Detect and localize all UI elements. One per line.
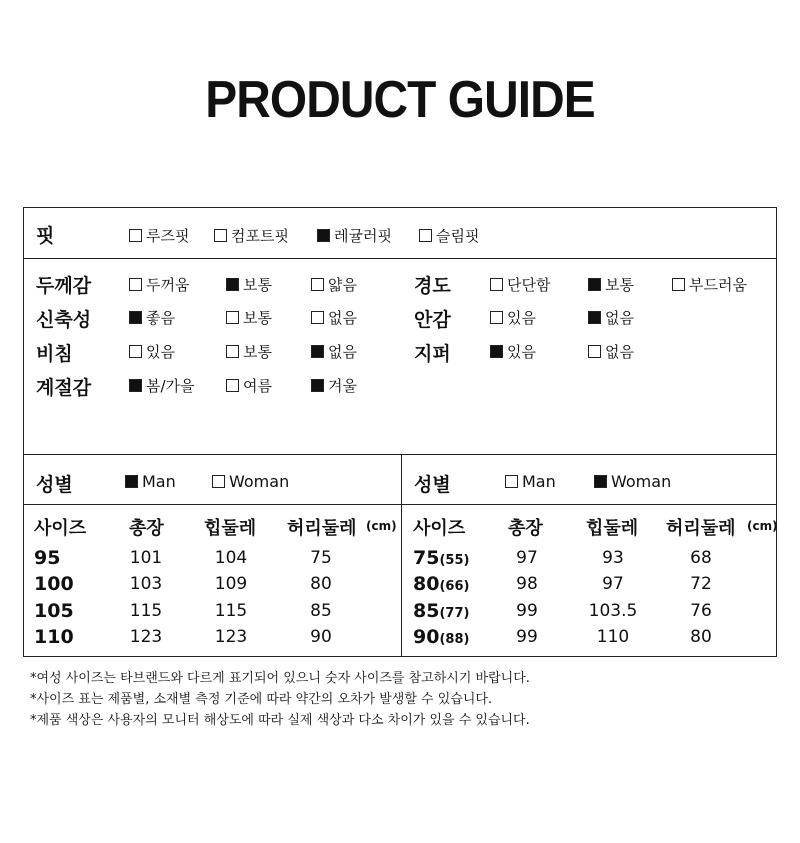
- checkbox-icon: [226, 311, 239, 324]
- sheer-option[interactable]: 보통: [226, 341, 272, 362]
- checkbox-checked-icon: [125, 475, 138, 488]
- checkbox-icon: [129, 278, 142, 291]
- table-cell: 90: [310, 627, 332, 647]
- checkbox-icon: [588, 345, 601, 358]
- divider: [24, 504, 776, 505]
- checkbox-icon: [129, 345, 142, 358]
- checkbox-icon: [311, 278, 324, 291]
- sheer-option[interactable]: 없음: [311, 341, 357, 362]
- season-option[interactable]: 여름: [226, 375, 272, 396]
- checkbox-checked-icon: [588, 278, 601, 291]
- waist-header: 허리둘레: [287, 518, 357, 539]
- table-cell: 115: [214, 601, 248, 621]
- thickness-option[interactable]: 두꺼움: [129, 274, 189, 295]
- season-label: 계절감: [36, 377, 92, 399]
- checkbox-icon: [212, 475, 225, 488]
- hardness-label: 경도: [414, 275, 451, 297]
- hardness-option[interactable]: 단단함: [490, 274, 550, 295]
- thickness-label: 두께감: [36, 275, 92, 297]
- table-cell: 75: [310, 548, 332, 568]
- divider: [24, 454, 776, 455]
- hip-header: 힙둘레: [204, 518, 257, 539]
- table-cell: 103: [129, 574, 163, 594]
- size-value: 100: [34, 573, 74, 595]
- table-cell: 115: [129, 601, 163, 621]
- table-cell: 104: [214, 548, 248, 568]
- table-cell: 101: [129, 548, 163, 568]
- table-cell: 80: [310, 574, 332, 594]
- unit-label: (cm): [366, 519, 397, 533]
- checkbox-icon: [129, 229, 142, 242]
- sheer-label: 비침: [36, 343, 73, 365]
- lining-option[interactable]: 없음: [588, 307, 634, 328]
- gender-option-woman[interactable]: Woman: [212, 472, 289, 491]
- size-value: 110: [34, 626, 74, 648]
- note-text: *제품 색상은 사용자의 모니터 해상도에 따라 실제 색상과 다소 차이가 있을 수 있습니다.: [30, 713, 530, 728]
- gender-option-man[interactable]: Man: [505, 472, 556, 491]
- checkbox-icon: [226, 379, 239, 392]
- size-value: 105: [34, 600, 74, 622]
- sheer-option[interactable]: 있음: [129, 341, 175, 362]
- size-header: 사이즈: [34, 518, 87, 539]
- thickness-option[interactable]: 보통: [226, 274, 272, 295]
- zipper-label: 지퍼: [414, 343, 451, 365]
- table-cell: 97: [516, 548, 538, 568]
- checkbox-checked-icon: [129, 311, 142, 324]
- stretch-option[interactable]: 없음: [311, 307, 357, 328]
- table-cell: 123: [214, 627, 248, 647]
- hip-header: 힙둘레: [586, 518, 639, 539]
- checkbox-icon: [490, 278, 503, 291]
- checkbox-icon: [672, 278, 685, 291]
- gender-option-woman[interactable]: Woman: [594, 472, 671, 491]
- table-cell: 93: [602, 548, 624, 568]
- checkbox-checked-icon: [588, 311, 601, 324]
- size-value: 75(55): [413, 547, 470, 569]
- fit-option-regular[interactable]: 레귤러핏: [317, 225, 392, 246]
- note-text: *사이즈 표는 제품별, 소재별 측정 기준에 따라 약간의 오차가 발생할 수 있습니다.: [30, 692, 493, 707]
- table-cell: 110: [596, 627, 630, 647]
- hardness-option[interactable]: 보통: [588, 274, 634, 295]
- product-guide-table: [23, 207, 777, 657]
- thickness-option[interactable]: 얇음: [311, 274, 357, 295]
- season-option[interactable]: 겨울: [311, 375, 357, 396]
- size-value: 85(77): [413, 600, 470, 622]
- checkbox-checked-icon: [490, 345, 503, 358]
- unit-label: (cm): [747, 519, 778, 533]
- stretch-label: 신축성: [36, 309, 92, 331]
- checkbox-icon: [214, 229, 227, 242]
- table-cell: 76: [690, 601, 712, 621]
- length-header: 총장: [129, 518, 164, 539]
- checkbox-icon: [311, 311, 324, 324]
- fit-option-slim[interactable]: 슬림핏: [419, 225, 479, 246]
- divider: [401, 454, 402, 657]
- lining-label: 안감: [414, 309, 451, 331]
- table-cell: 72: [690, 574, 712, 594]
- checkbox-icon: [505, 475, 518, 488]
- page-title: PRODUCT GUIDE: [205, 71, 595, 129]
- table-cell: 97: [602, 574, 624, 594]
- checkbox-icon: [490, 311, 503, 324]
- checkbox-checked-icon: [311, 379, 324, 392]
- table-cell: 98: [516, 574, 538, 594]
- divider: [24, 258, 776, 259]
- stretch-option[interactable]: 보통: [226, 307, 272, 328]
- zipper-option[interactable]: 없음: [588, 341, 634, 362]
- table-cell: 123: [129, 627, 163, 647]
- checkbox-checked-icon: [129, 379, 142, 392]
- checkbox-checked-icon: [311, 345, 324, 358]
- zipper-option[interactable]: 있음: [490, 341, 536, 362]
- table-cell: 99: [516, 601, 538, 621]
- hardness-option[interactable]: 부드러움: [672, 274, 747, 295]
- lining-option[interactable]: 있음: [490, 307, 536, 328]
- table-cell: 68: [690, 548, 712, 568]
- stretch-option[interactable]: 좋음: [129, 307, 175, 328]
- note-text: *여성 사이즈는 타브랜드와 다르게 표기되어 있으니 숫자 사이즈를 참고하시기 바랍니다.: [30, 671, 530, 686]
- checkbox-icon: [226, 345, 239, 358]
- table-cell: 85: [310, 601, 332, 621]
- gender-label: 성별: [36, 474, 73, 496]
- length-header: 총장: [508, 518, 543, 539]
- size-value: 95: [34, 547, 61, 569]
- checkbox-checked-icon: [594, 475, 607, 488]
- fit-label: 핏: [36, 225, 55, 247]
- checkbox-icon: [419, 229, 432, 242]
- fit-option-loose[interactable]: 루즈핏: [129, 225, 189, 246]
- size-header: 사이즈: [413, 518, 466, 539]
- table-cell: 109: [214, 574, 248, 594]
- season-option[interactable]: 봄/가을: [129, 375, 195, 396]
- table-cell: 99: [516, 627, 538, 647]
- notes: [30, 668, 530, 731]
- waist-header: 허리둘레: [666, 518, 736, 539]
- checkbox-checked-icon: [226, 278, 239, 291]
- fit-option-comfort[interactable]: 컴포트핏: [214, 225, 289, 246]
- checkbox-checked-icon: [317, 229, 330, 242]
- gender-option-man[interactable]: Man: [125, 472, 176, 491]
- size-value: 90(88): [413, 626, 470, 648]
- table-cell: 80: [690, 627, 712, 647]
- table-cell: 103.5: [588, 601, 638, 621]
- gender-label: 성별: [414, 474, 451, 496]
- size-value: 80(66): [413, 573, 470, 595]
